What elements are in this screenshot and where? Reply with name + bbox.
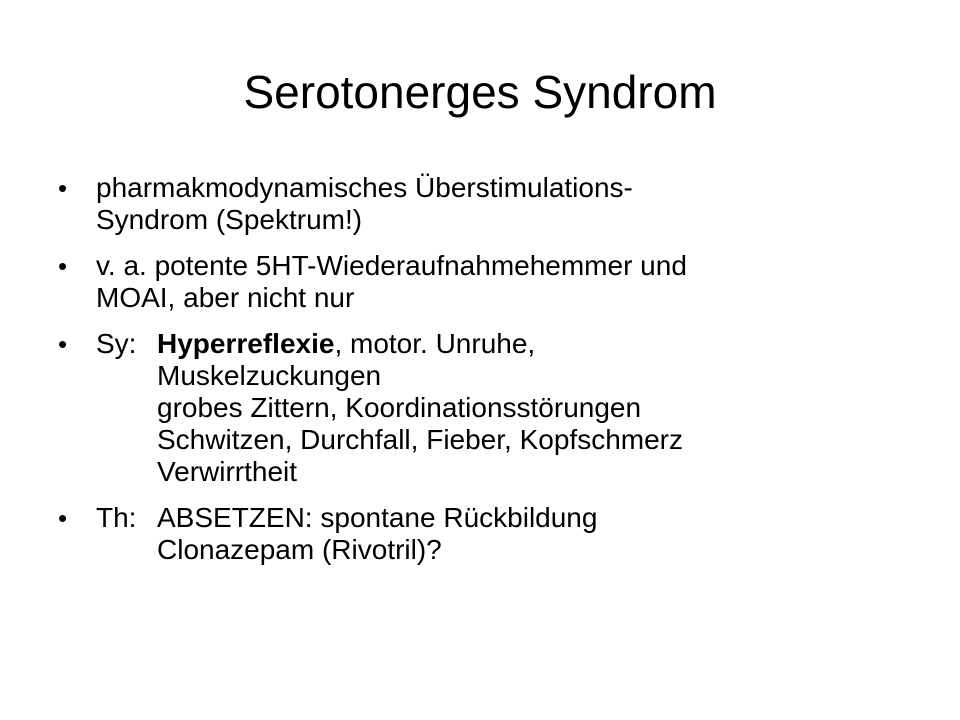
- bullet-item: [56, 502, 916, 566]
- symptoms-prefix: Sy:: [96, 328, 137, 359]
- symptom-line: Muskelzuckungen: [157, 360, 382, 391]
- bullet-text-line: Syndrom (Spektrum!): [96, 204, 363, 235]
- bullet-text-line: v. a. potente 5HT-Wiederaufnahmehemmer und: [96, 250, 687, 281]
- therapy-line: Clonazepam (Rivotril)?: [157, 534, 442, 565]
- symptom-line: Verwirrtheit: [157, 456, 298, 487]
- therapy-row: [96, 502, 916, 566]
- slide-title: Serotonerges Syndrom: [243, 66, 717, 118]
- symptom-line: grobes Zittern, Koordinationsstörungen: [157, 392, 642, 423]
- symptom-line: Schwitzen, Durchfall, Fieber, Kopfschmerz: [157, 424, 683, 455]
- symptoms-list: [157, 328, 683, 488]
- therapy-list: [157, 502, 597, 566]
- bullet-item: [56, 172, 916, 236]
- symptom-bold-term: Hyperreflexie: [157, 328, 335, 359]
- therapy-prefix: Th:: [96, 502, 137, 533]
- symptoms-row: [96, 328, 916, 488]
- symptoms-first-line: [157, 328, 683, 360]
- therapy-line: ABSETZEN: spontane Rückbildung: [157, 502, 598, 533]
- bullet-dot-icon: •: [58, 503, 68, 533]
- bullet-dot-icon: •: [58, 173, 68, 203]
- bullet-item: [56, 250, 916, 314]
- symptom-text: , motor. Unruhe,: [334, 328, 536, 359]
- bullet-list: [56, 172, 916, 566]
- bullet-dot-icon: •: [58, 329, 68, 359]
- bullet-item: [56, 328, 916, 488]
- bullet-text-line: pharmakmodynamisches Überstimulations-: [96, 172, 633, 203]
- bullet-dot-icon: •: [58, 251, 68, 281]
- bullet-text-line: MOAI, aber nicht nur: [96, 282, 355, 313]
